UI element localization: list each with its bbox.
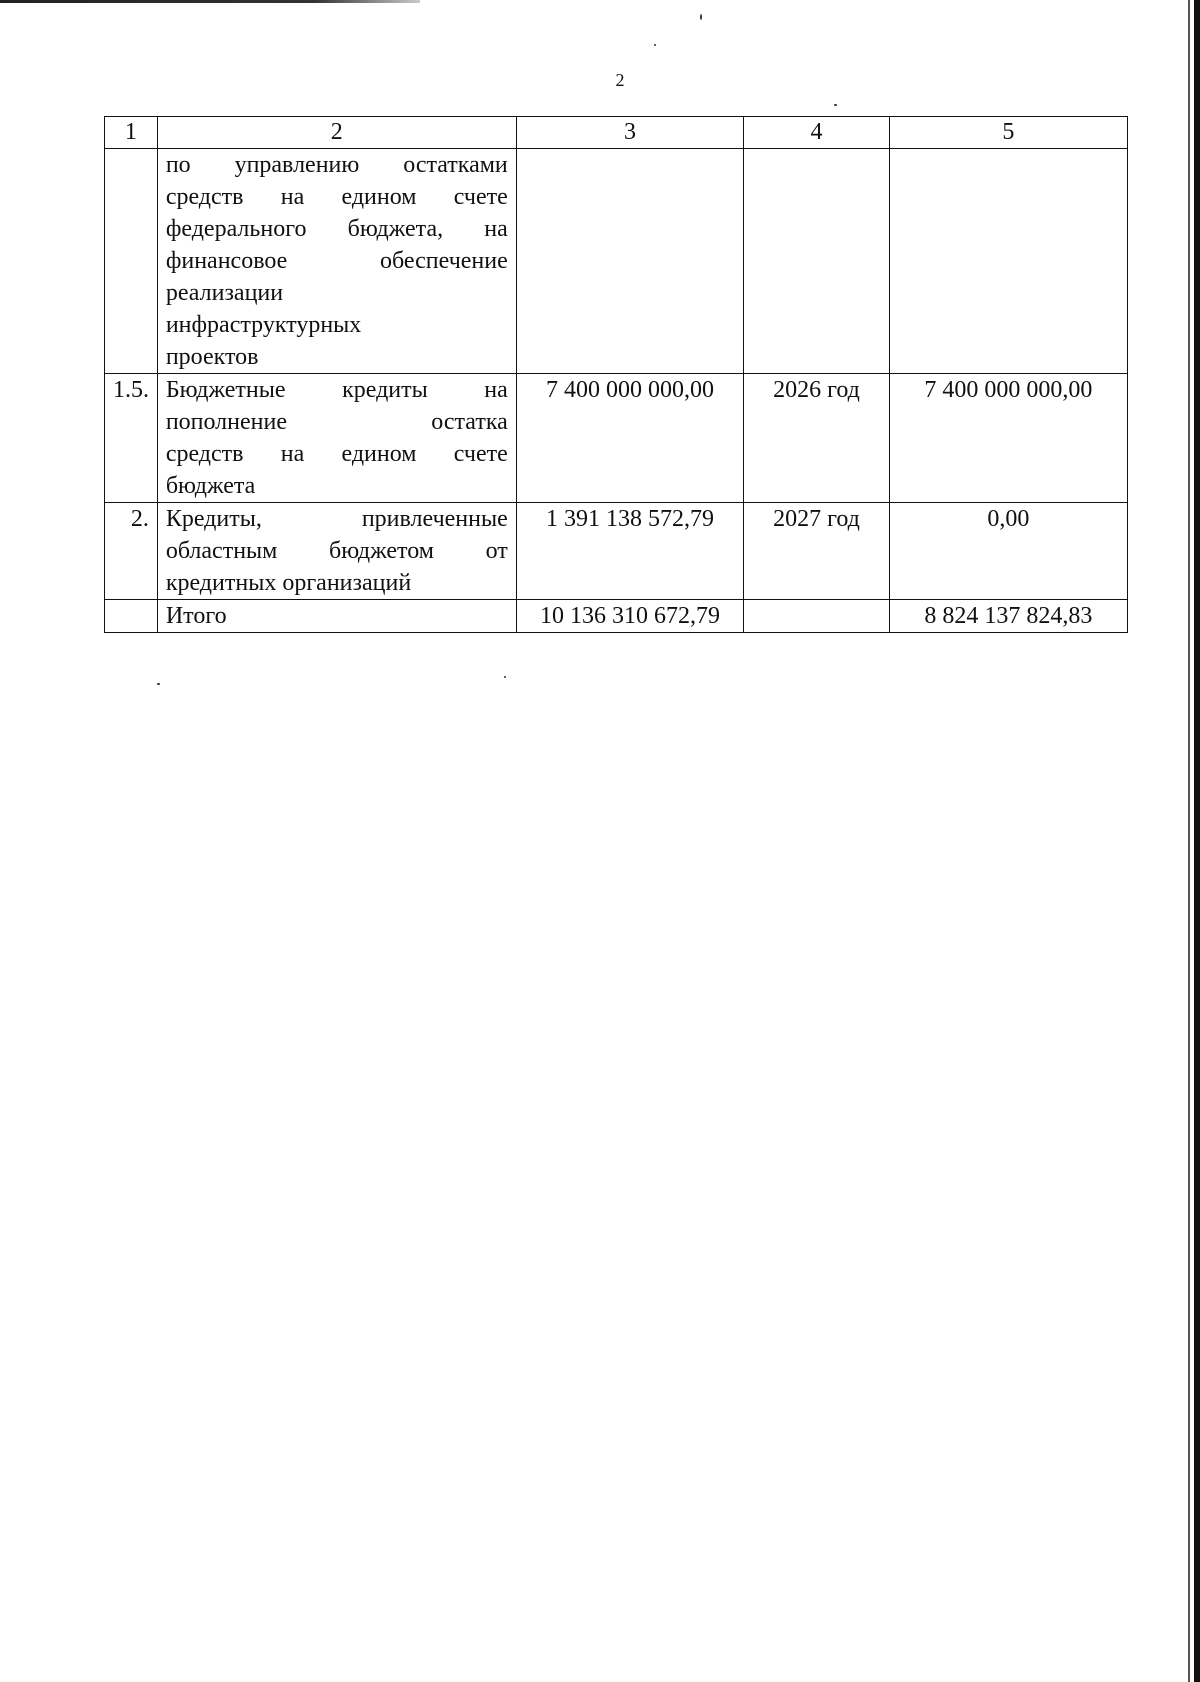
row-amount [516, 149, 743, 374]
row-balance: 7 400 000 000,00 [889, 374, 1127, 503]
scan-edge-top [0, 0, 420, 3]
scan-edge-right-inner [1188, 0, 1190, 1682]
table-row [105, 149, 1128, 374]
description-line: проектов [165, 344, 259, 370]
row-balance [889, 149, 1127, 374]
row-number: 1.5. [105, 374, 158, 503]
description-line: бюджета [165, 473, 256, 499]
description-line: средств на едином счете [165, 441, 508, 467]
table-header-row [105, 117, 1128, 149]
table-row [105, 374, 1128, 503]
column-header: 5 [889, 117, 1127, 149]
row-year [744, 149, 890, 374]
row-year: 2026 год [744, 374, 890, 503]
description-line: Кредиты, привлеченные [165, 506, 508, 532]
description-line: финансовое обеспечение [165, 248, 508, 274]
description-line: федерального бюджета, на [165, 216, 508, 242]
scan-speck [504, 676, 506, 678]
column-header: 1 [105, 117, 158, 149]
row-description [157, 503, 516, 600]
total-number-cell [105, 600, 158, 633]
scan-speck [700, 14, 702, 20]
description-line: кредитных организаций [165, 570, 412, 596]
row-amount: 7 400 000 000,00 [516, 374, 743, 503]
description-line: реализации [165, 280, 284, 306]
column-header: 3 [516, 117, 743, 149]
total-amount: 10 136 310 672,79 [516, 600, 743, 633]
column-header: 4 [744, 117, 890, 149]
row-number: 2. [105, 503, 158, 600]
row-year: 2027 год [744, 503, 890, 600]
budget-credits-table [104, 116, 1128, 633]
row-description [157, 374, 516, 503]
total-balance: 8 824 137 824,83 [889, 600, 1127, 633]
scan-speck [654, 44, 656, 46]
column-header: 2 [157, 117, 516, 149]
row-number [105, 149, 158, 374]
description-line: пополнение остатка [165, 409, 508, 435]
description-line: по управлению остатками [165, 152, 508, 178]
page-number: 2 [615, 70, 625, 90]
row-amount: 1 391 138 572,79 [516, 503, 743, 600]
total-year-cell [744, 600, 890, 633]
scan-speck [157, 683, 160, 685]
scan-edge-right [1194, 0, 1200, 1682]
scan-speck [834, 104, 837, 106]
row-balance: 0,00 [889, 503, 1127, 600]
description-line: областным бюджетом от [165, 538, 508, 564]
row-description [157, 149, 516, 374]
total-row [105, 600, 1128, 633]
total-label: Итого [157, 600, 516, 633]
description-line: Бюджетные кредиты на [165, 377, 508, 403]
description-line: инфраструктурных [165, 312, 362, 338]
description-line: средств на едином счете [165, 184, 508, 210]
table-row [105, 503, 1128, 600]
